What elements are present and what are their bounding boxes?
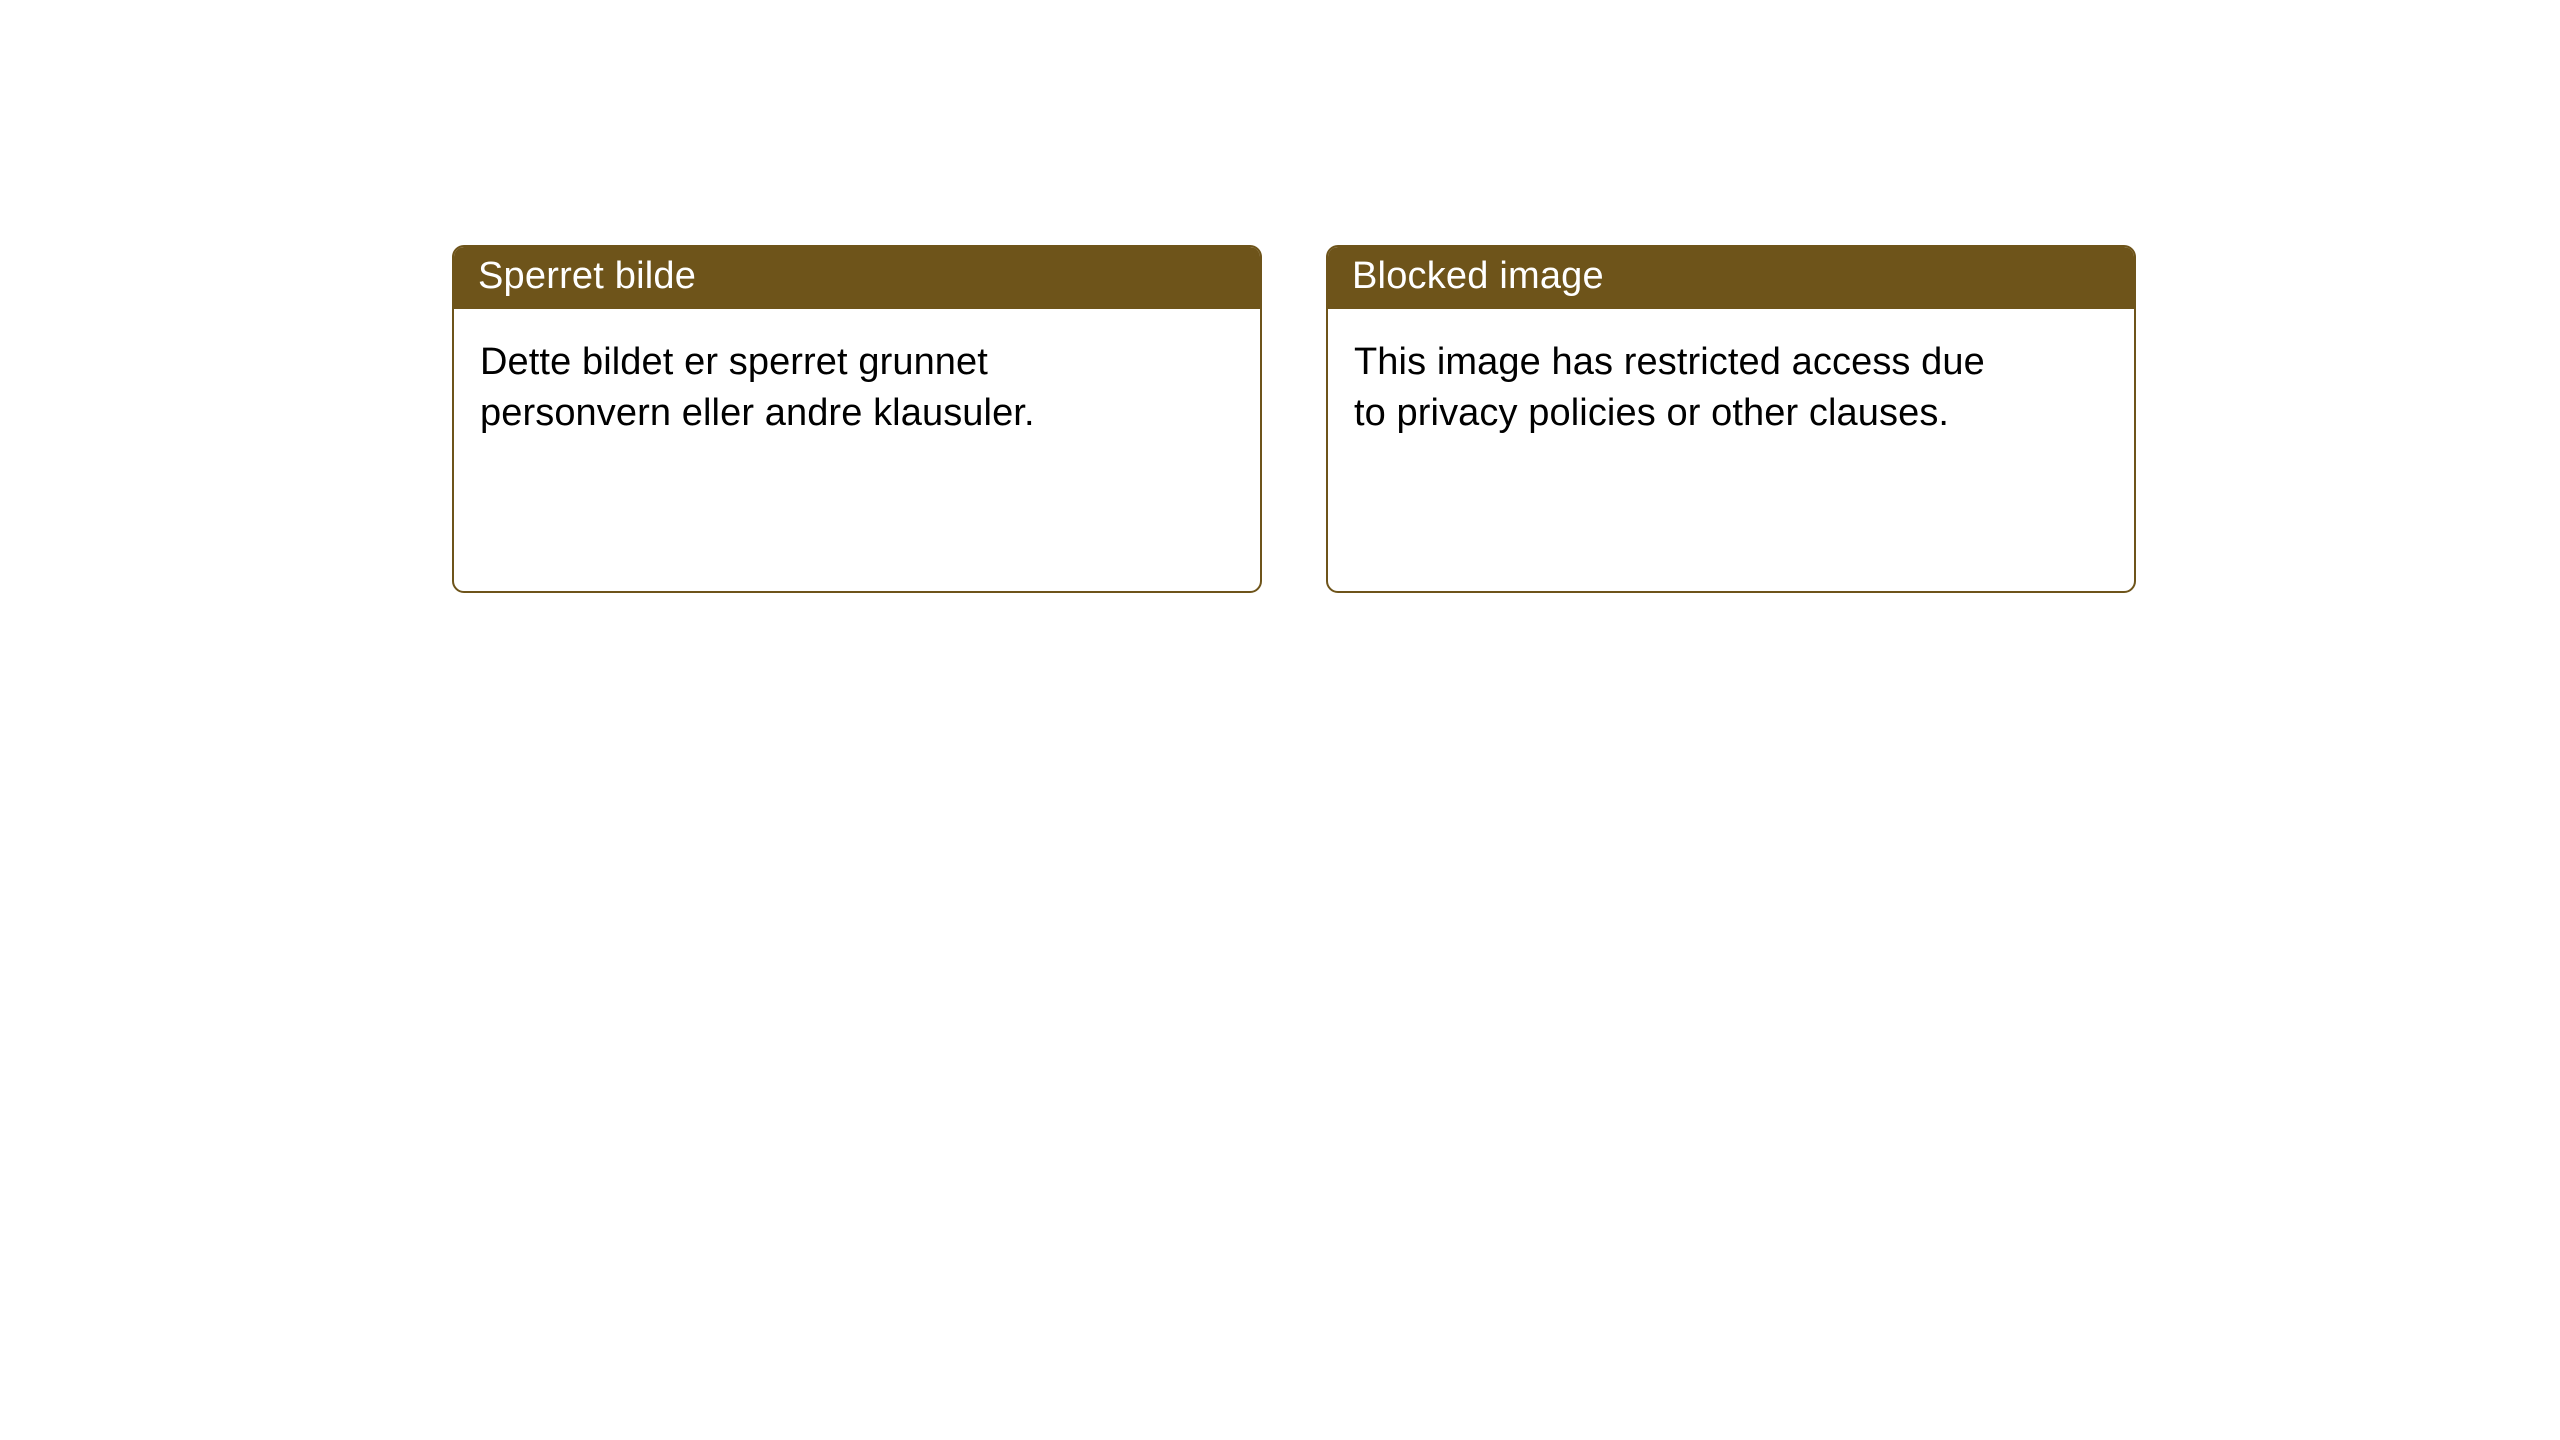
notice-title-no: Sperret bilde	[454, 247, 1260, 309]
notice-message-en: This image has restricted access due to privacy policies or other clauses.	[1354, 341, 1985, 434]
blocked-image-notice-en	[1326, 245, 2136, 593]
notice-title-en: Blocked image	[1328, 247, 2134, 309]
blocked-image-notice-no	[452, 245, 1262, 593]
notice-body-en	[1328, 309, 2134, 462]
notice-card-group	[452, 245, 2136, 593]
notice-message-no: Dette bildet er sperret grunnet personvern eller andre klausuler.	[480, 341, 1035, 434]
notice-body-no	[454, 309, 1260, 462]
